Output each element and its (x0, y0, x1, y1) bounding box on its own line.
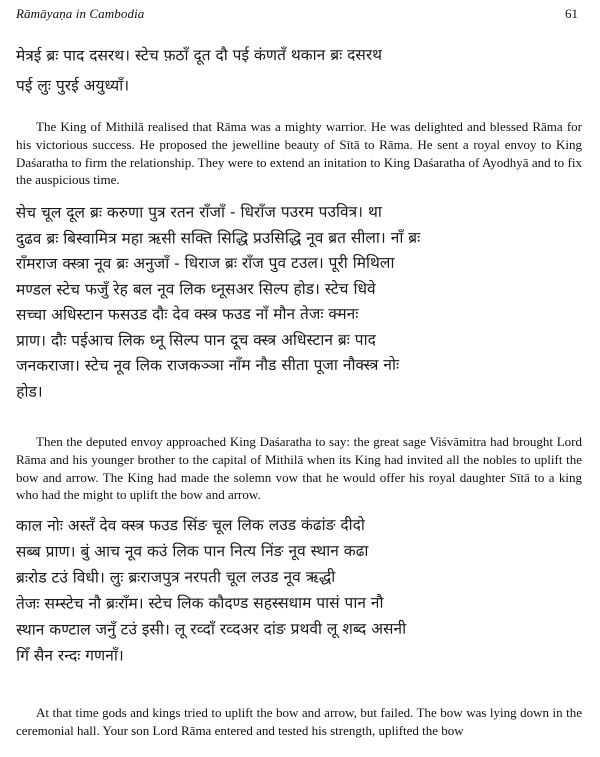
page-header (16, 6, 578, 24)
translation-paragraph-1 (16, 118, 582, 189)
verse-line: राँमराज क्स्त्रा नूव ब्रः अनुजाँ - धिराज ब्रः राँज पुव टउल। पूरी मिथिला (15, 253, 395, 273)
verse-line: सच्चा अधिस्टान फसउड दौः देव क्स्त्र फउड नाँ मौन तेजः क्मनः (16, 304, 359, 324)
running-title: Rāmāyaṇa in Cambodia (16, 6, 145, 21)
verse-line: प्राण। दौः पईआच लिक ध्नू सिल्प पान दूच क्स्त्र अधिस्टान ब्रः पाद (16, 330, 376, 350)
verse-line: काल नोः अस्तँ देव क्स्त्र फउड सिंङ चूल लिक लउड कंढांङ दीदो (15, 515, 365, 535)
translation-paragraph-2 (16, 433, 582, 504)
verse-line: सब्ब प्राण। बुं आच नूव कउं लिक पान नित्य निंङ नूव स्थान कढा (15, 541, 369, 561)
translation-text: At that time gods and kings tried to uplift the bow and arrow, but failed. The bow was lying down in the ceremonial hall. Your son Lord Rāma entered and tested his strength, uplifted the bow (16, 705, 582, 738)
verse-line: पई लुः पुरई अयुध्याँ। (16, 76, 130, 95)
verse-line: सेच चूल दूल ब्रः करुणा पुत्र रतन राँजाँ - धिराँज पउरम पउवित्र। था (15, 202, 382, 222)
translation-paragraph-3 (16, 704, 582, 740)
translation-text: The King of Mithilā realised that Rāma was a mighty warrior. He was delighted and blessed Rāma for his victorious success. He proposed the jewelline beauty of Sītā to Rāma. He sent a royal envoy to King Daśaratha to firm the relationship. They were to extend an initation to King Daśaratha of Ayodhyā and to fix the auspicious time. (16, 119, 582, 188)
verse-line: दुढव ब्रः बिस्वामित्र महा ऋसी सक्ति सिद्धि प्रउसिद्धि नूव ब्रत सीला। नाँ ब्रः (15, 228, 421, 248)
verse-line: ब्रःरोड टउं विधी। लुः ब्रःराजपुत्र नरपती चूल लउड नूव ऋद्धी (15, 567, 336, 587)
verse-block-2 (16, 199, 583, 404)
verse-line: गिँ सैन रन्दः गणनाँ। (16, 646, 124, 665)
verse-block-3 (16, 511, 582, 668)
verse-line: होड। (16, 382, 43, 401)
translation-text: Then the deputed envoy approached King Daśaratha to say: the great sage Viśvāmitra had brought Lord Rāma and his younger brother to the capital of Mithilā when its King had invited all the nobles to uplift the bow and arrow. The King had made the solemn vow that he would offer his royal daughter Sītā to a king who had the might to uplift the bow and arrow. (16, 434, 582, 503)
verse-line: मेत्रई ब्रः पाद दसरथ। स्टेच फ़ठाँ दूत दौ पई कंणतँ थकान ब्रः दसरथ (15, 45, 383, 65)
verse-block-1 (16, 39, 582, 100)
verse-line: मण्डल स्टेच फजुँ रेह बल नूव लिक ध्नूसअर सिल्प होड। स्टेच धिवे (15, 279, 376, 299)
page-number: 61 (565, 6, 578, 21)
verse-line: तेजः सम्स्टेच नौ ब्रःराँम। स्टेच लिक कौदण्ड सहस्सधाम पासं पान नौ (16, 593, 384, 613)
verse-line: जनकराजा। स्टेच नूव लिक राजकञ्ञा नाँम नौड सीता पूजा नौक्स्त्र नोः (16, 355, 400, 375)
verse-line: स्थान कण्टाल जनुँ टउं इसी। लू रव्दाँ रव्दअर दांङ प्रथवी लू शब्द असनी (16, 619, 407, 639)
